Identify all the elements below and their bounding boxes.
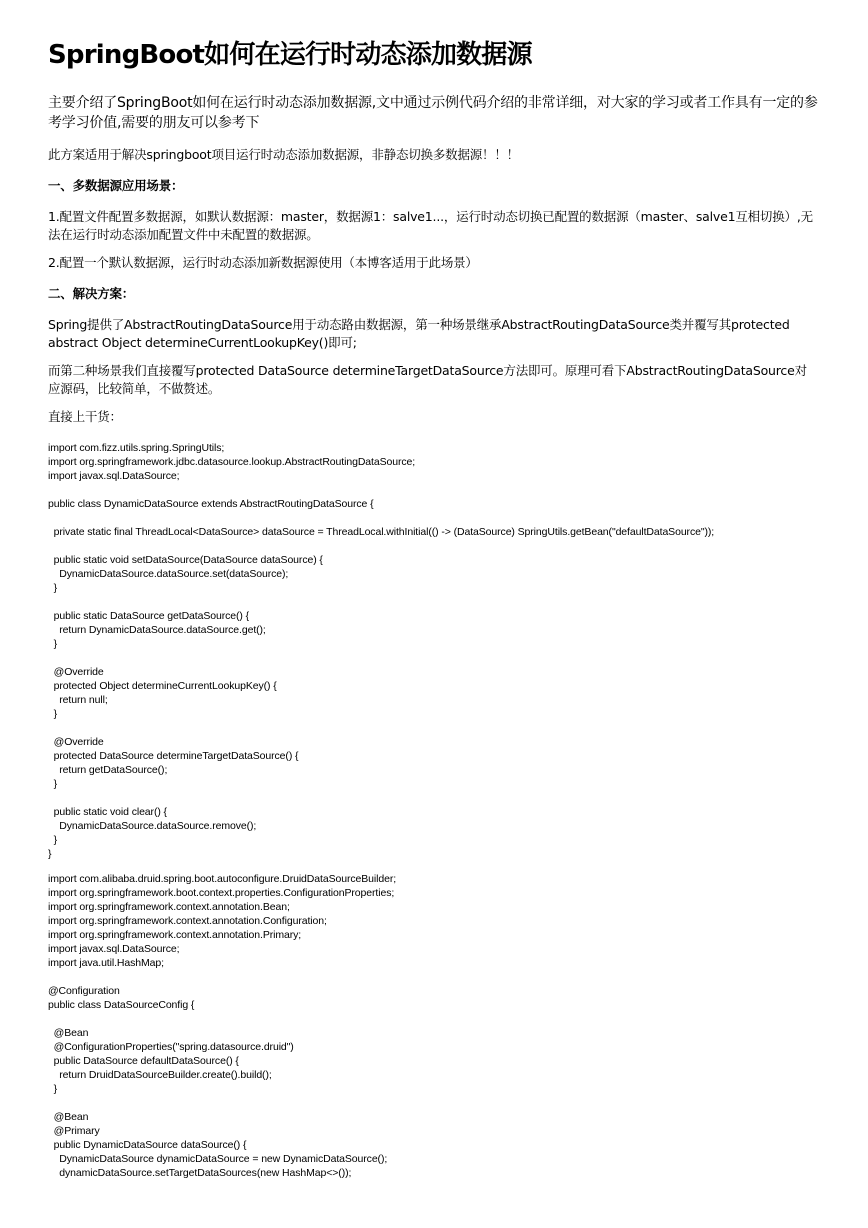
section-heading-scenarios: 一、多数据源应用场景： <box>48 178 184 193</box>
scenario-2-text: 2.配置一个默认数据源，运行时动态添加新数据源使用（本博客适用于此场景） <box>48 255 478 270</box>
intro-text: 此方案适用于解决springboot项目运行时动态添加数据源，非静态切换多数据源！！！ <box>48 147 519 162</box>
solution-text-1: Spring提供了AbstractRoutingDataSource用于动态路由数据源，第一种场景继承AbstractRoutingDataSource类并覆写其protected abstract Object determineCurrentLookupKey()即可; <box>48 317 790 350</box>
article-title: SpringBoot如何在运行时动态添加数据源 <box>48 40 532 70</box>
code-lead-text: 直接上干货： <box>48 409 122 424</box>
code-block-datasource-config: import com.alibaba.druid.spring.boot.autoconfigure.DruidDataSourceBuilder; import org.springframework.boot.context.properties.ConfigurationProperties; import org.springframework.context.annotation.Bean; import org.springframework.context.annotation.Configuration; import org.springframework.context.annotation.Primary; import javax.sql.DataSource; import java.util.HashMap; @Configuration public class DataSourceConfig { @Bean @ConfigurationProperties("spring.datasource.druid") public DataSource defaultDataSource() { return DruidDataSourceBuilder.create().build(); } @Bean @Primary public DynamicDataSource dataSource() { DynamicDataSource dynamicDataSource = new DynamicDataSource(); dynamicDataSource.setTargetDataSources(new HashMap<>()); <box>48 873 397 1179</box>
solution-text-2: 而第二种场景我们直接覆写protected DataSource determineTargetDataSource方法即可。原理可看下AbstractRoutingDataSource对应源码，比较简单，不做赘述。 <box>48 363 807 396</box>
article-summary: 主要介绍了SpringBoot如何在运行时动态添加数据源,文中通过示例代码介绍的非常详细，对大家的学习或者工作具有一定的参考学习价值,需要的朋友可以参考下 <box>48 95 818 131</box>
code-block-dynamic-datasource: import com.fizz.utils.spring.SpringUtils; import org.springframework.jdbc.datasource.lookup.AbstractRoutingDataSource; import javax.sql.DataSource; public class DynamicDataSource extends AbstractRoutingDataSource { private static final ThreadLocal<DataSource> dataSource = ThreadLocal.withInitial(() -> (DataSource) SpringUtils.getBean("defaultDataSource")); public static void setDataSource(DataSource dataSource) { DynamicDataSource.dataSource.set(dataSource); } public static DataSource getDataSource() { return DynamicDataSource.dataSource.get(); } @Override protected Object determineCurrentLookupKey() { return null; } @Override protected DataSource determineTargetDataSource() { return getDataSource(); } public static void clear() { DynamicDataSource.dataSource.remove(); } } <box>48 442 715 860</box>
section-heading-solution: 二、解决方案： <box>48 286 135 301</box>
scenario-1-text: 1.配置文件配置多数据源，如默认数据源：master，数据源1：salve1...，运行时动态切换已配置的数据源（master、salve1互相切换）,无法在运行时动态添加配置文件中未配置的数据源。 <box>48 209 813 242</box>
